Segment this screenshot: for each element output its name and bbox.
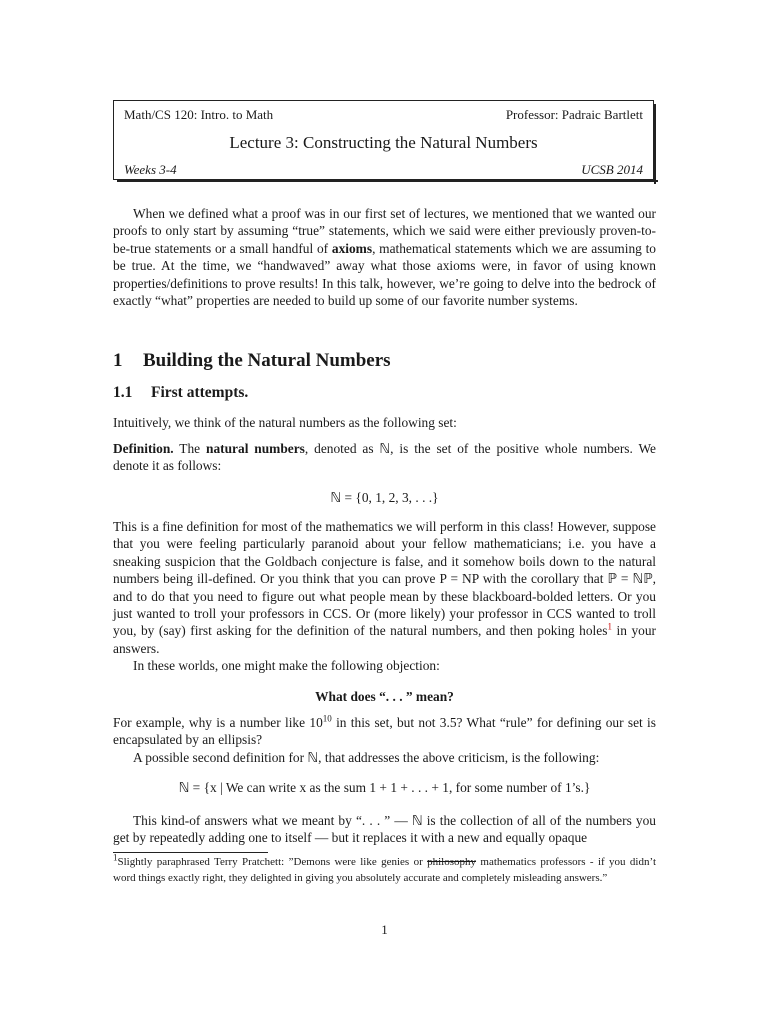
definition-post: , denoted as ℕ, is the set of the positive whole numbers. We denote it as follows: (113, 441, 656, 474)
header-shadow-right (654, 104, 656, 184)
footnote-reference[interactable]: 1 (607, 621, 612, 632)
header-row-top (124, 107, 643, 123)
example-text-b: in this set, but not 3.5? What “rule” for defining our set is encapsulated by an ellipsis? (113, 715, 656, 748)
intuitive-paragraph: Intuitively, we think of the natural numbers as the following set: (113, 415, 457, 430)
lecture-title: Lecture 3: Constructing the Natural Numbers (229, 133, 538, 152)
footnote (113, 852, 656, 886)
fine-definition-paragraph (113, 518, 656, 657)
course-name: Math/CS 120: Intro. to Math (124, 107, 274, 122)
definition-pre: The (173, 441, 206, 456)
natural-numbers-term: natural numbers (206, 441, 305, 456)
section-heading (113, 350, 656, 372)
footnote-text-a: Slightly paraphrased Terry Pratchett: ”Demons were like genies or (117, 856, 428, 868)
footnote-mark: 1 (113, 852, 118, 863)
second-definition-paragraph: A possible second definition for ℕ, that addresses the above criticism, is the following: (133, 750, 600, 765)
footnote-rule (113, 852, 268, 853)
footnote-struck-word: philosophy (427, 856, 477, 868)
lecture-header-box (113, 100, 654, 180)
subsection-title: First attempts. (151, 384, 249, 401)
subsection-heading (113, 384, 656, 402)
definition-paragraph (113, 440, 656, 475)
worlds-paragraph: In these worlds, one might make the following objection: (133, 658, 440, 673)
axioms-term: axioms (331, 240, 373, 256)
example-text-a: For example, why is a number like 10 (113, 715, 323, 730)
fine-text-a: This is a fine definition for most of the mathematics we will perform in this class! However, suppose that you were feeling particularly paranoid about your fellow mathematicians; i.e. you have a sneaking suspicion that the Goldbach conjecture is false, and it somehow boils down to the natural numbers being ill-defined. Or you think that you can prove P = NP with the corollary that ℙ = ℕℙ, and to do that you need to figure out what people mean by these blackboard-bolded letters. Or you just wanted to troll your professors in CCS. Or (more likely) your professor in CCS wanted to troll you, by (say) first asking for the definition of the natural numbers, and then poking holes (113, 519, 656, 639)
header-row-bottom (124, 162, 643, 178)
section-number: 1 (113, 350, 123, 371)
subsection-number: 1.1 (113, 384, 133, 401)
section-title: Building the Natural Numbers (143, 350, 391, 371)
definition-label: Definition. (113, 441, 174, 456)
kind-of-paragraph: This kind-of answers what we meant by “. . . ” — ℕ is the collection of all of the numbers you get by repeatedly adding one to itself — but it replaces it with a new and equally opaque (113, 813, 656, 846)
ellipsis-question: What does “. . . ” mean? (315, 689, 454, 704)
equation-sum-definition: ℕ = {x | We can write x as the sum 1 + 1 + . . . + 1, for some number of 1’s.} (178, 780, 591, 795)
fine-text-b: in your answers. (113, 623, 656, 656)
equation-naturals-list: ℕ = {0, 1, 2, 3, . . .} (330, 490, 439, 505)
header-shadow-bottom (117, 180, 658, 182)
exponent: 10 (322, 713, 332, 724)
weeks-label: Weeks 3-4 (124, 162, 177, 177)
intro-paragraph (113, 205, 656, 309)
school-label: UCSB 2014 (581, 162, 643, 177)
example-paragraph (113, 714, 656, 749)
intro-text-a: When we defined what a proof was in our first set of lectures, we mentioned that we wanted our proofs to only start by assuming “true” statements, which we said were either previously proven-to-be-true statements or a small handful of (113, 206, 656, 256)
page-number: 1 (381, 922, 388, 937)
footnote-text-b: mathematics professors - if you didn’t word things exactly right, they delighted in giving you absolutely accurate and completely misleading answers.” (113, 856, 656, 884)
professor-name: Professor: Padraic Bartlett (505, 107, 643, 122)
intro-text-b: , mathematical statements which we are assuming to be true. At the time, we “handwaved” away what those axioms were, in favor of using known properties/definitions to prove results! In this talk, however, we’re going to delve into the bedrock of exactly “what” properties are needed to build up some of our favorite number systems. (113, 240, 657, 309)
